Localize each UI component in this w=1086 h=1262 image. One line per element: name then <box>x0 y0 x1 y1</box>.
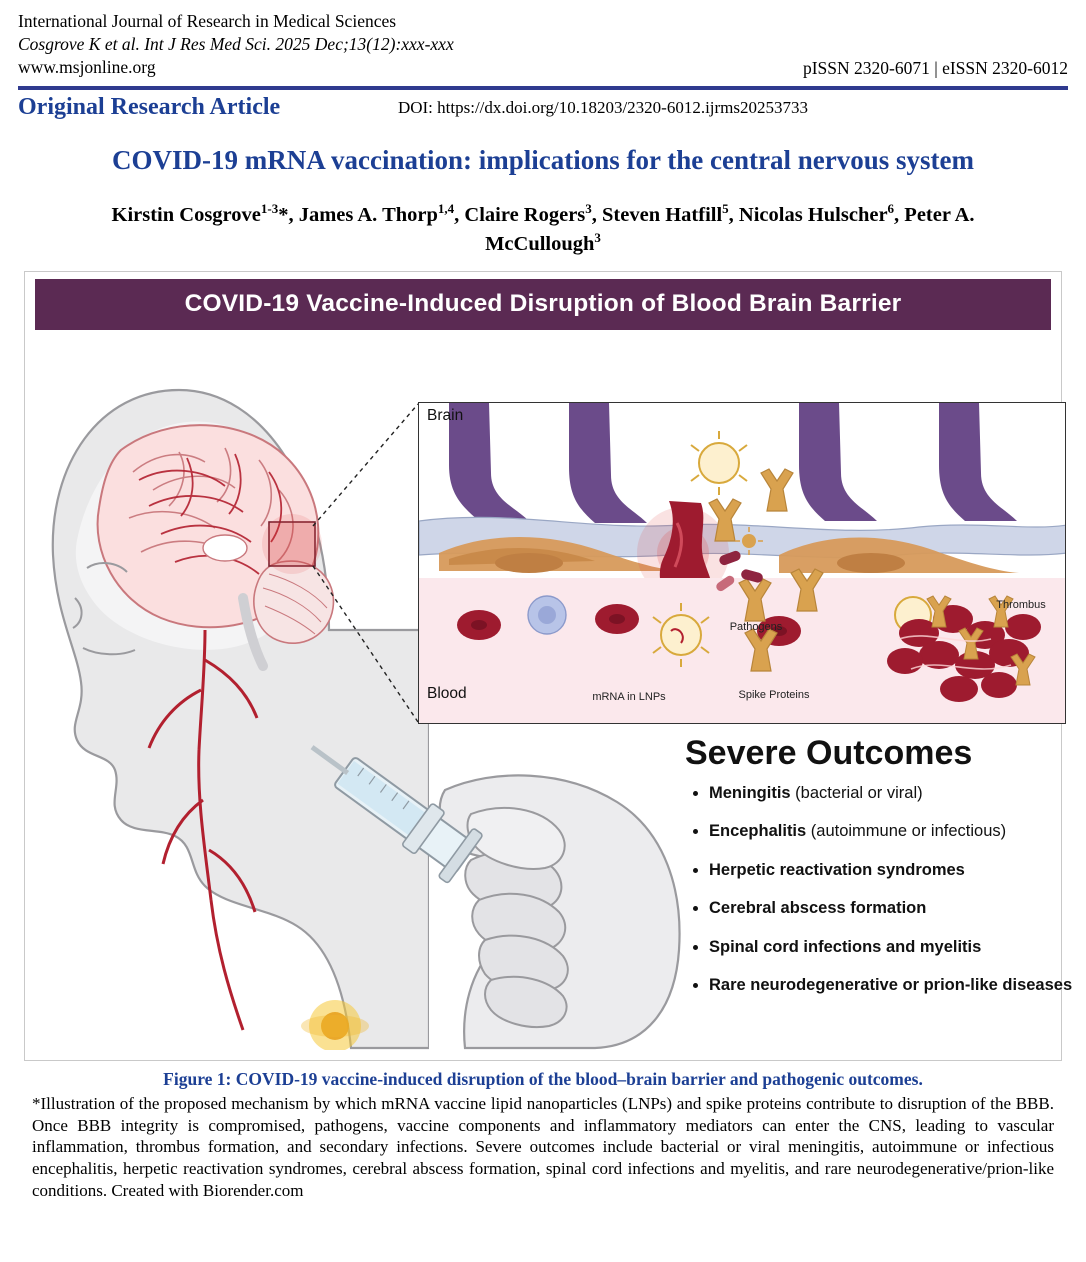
header-divider <box>18 86 1068 90</box>
outcome-detail: (autoimmune or infectious) <box>806 822 1007 841</box>
journal-header <box>18 10 1068 80</box>
inset-label-thrombus: Thrombus <box>996 598 1046 611</box>
journal-url: www.msjonline.org <box>18 57 156 78</box>
figure-1 <box>24 271 1073 1061</box>
inset-label-mrna-lnps: mRNA in LNPs <box>592 690 666 703</box>
outcome-term: Herpetic reactivation syndromes <box>709 860 965 879</box>
outcome-item <box>709 898 1081 919</box>
outcome-term: Meningitis <box>709 783 791 802</box>
outcome-item <box>709 821 1081 842</box>
severe-outcomes-list <box>661 783 1081 997</box>
outcome-term: Encephalitis <box>709 822 807 841</box>
severe-outcomes-block <box>661 734 1081 1014</box>
inset-label-pathogens: Pathogens <box>729 620 783 633</box>
article-type: Original Research Article <box>18 94 281 121</box>
severe-outcomes-heading: Severe Outcomes <box>685 733 973 772</box>
page-title: COVID-19 mRNA vaccination: implications for the central nervous system <box>112 145 974 176</box>
figure-caption: Figure 1: COVID-19 vaccine-induced disruption of the blood–brain barrier and pathogenic outcomes. <box>163 1068 923 1089</box>
figure-body <box>25 330 1073 1050</box>
journal-name: International Journal of Research in Medical Sciences <box>18 11 397 31</box>
outcome-item <box>709 937 1081 958</box>
hand-syringe-illustration <box>265 710 685 1050</box>
doi-line: DOI: https://dx.doi.org/10.18203/2320-6012.ijrms20253733 <box>397 98 809 118</box>
bbb-schematic <box>419 403 1066 724</box>
outcome-item <box>709 783 1081 804</box>
journal-citation: Cosgrove K et al. Int J Res Med Sci. 2025 Dec;13(12):xxx-xxx <box>18 34 454 55</box>
figure-note: *Illustration of the proposed mechanism by which mRNA vaccine lipid nanoparticles (LNPs) and spike proteins contribute to disruption of the BBB. Once BBB integrity is compromised, pathogens, vaccine components and inflammatory mediators can enter the CNS, leading to vascular inflammation, thrombus formation, and secondary infections. Severe outcomes include bacterial or viral meningitis, autoimmune or infectious encephalitis, herpetic reactivation syndromes, cerebral abscess formation, spinal cord infections and myelitis, and rare neurodegenerative/prion-like conditions. Created with Biorender.com <box>32 1093 1054 1200</box>
outcome-term: Cerebral abscess formation <box>709 899 927 918</box>
outcome-detail: (bacterial or viral) <box>790 783 923 802</box>
inset-label-spike-proteins: Spike Proteins <box>738 688 810 701</box>
inset-label-brain: Brain <box>427 406 464 424</box>
outcome-item <box>709 860 1081 881</box>
outcome-item <box>709 975 1081 996</box>
figure-banner: COVID-19 Vaccine-Induced Disruption of Blood Brain Barrier <box>35 279 1051 330</box>
inset-label-blood: Blood <box>427 684 467 702</box>
outcome-term: Rare neurodegenerative or prion-like diseases <box>709 976 1073 995</box>
outcome-term: Spinal cord infections and myelitis <box>709 937 982 956</box>
author-list: Kirstin Cosgrove$^{1-3}$*, James A. Thorp$^{1,4}$, Claire Rogers$^3$, Steven Hatfill$^5$, Nicolas Hulscher$^6$, Peter A. McCullough$^3$ <box>111 200 975 256</box>
bbb-inset-panel <box>418 402 1066 724</box>
journal-issn: pISSN 2320-6071 | eISSN 2320-6012 <box>802 58 1068 79</box>
